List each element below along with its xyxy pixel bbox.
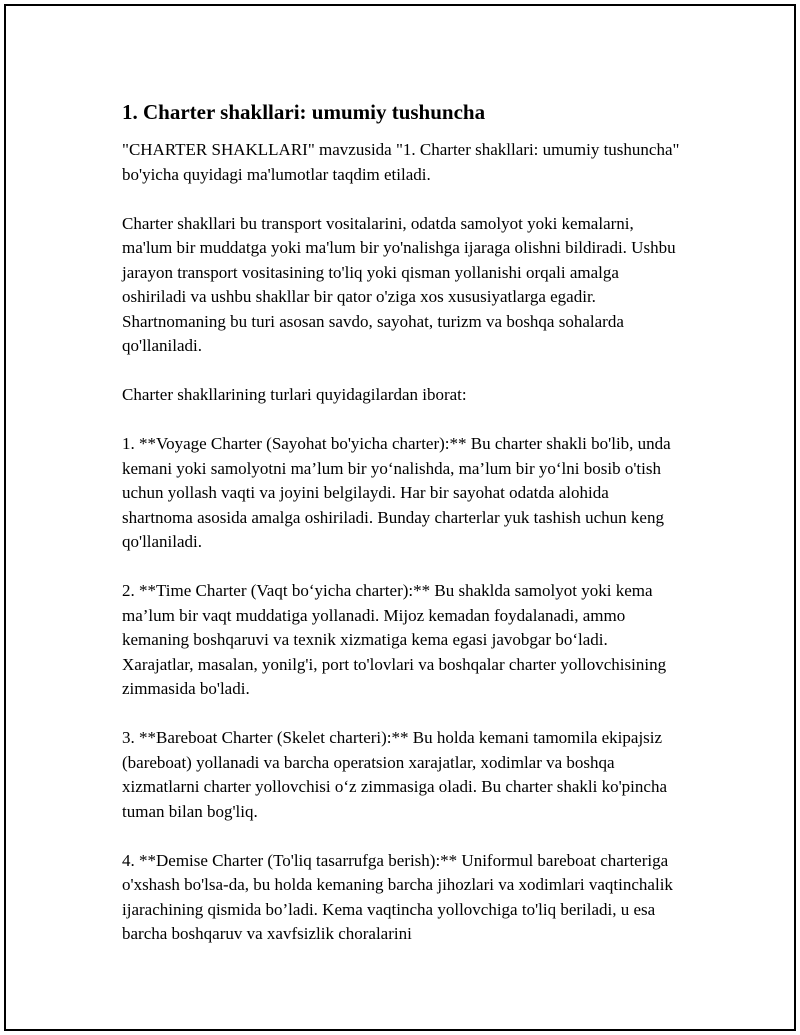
definition-paragraph: Charter shakllari bu transport vositalarini, odatda samolyot yoki kemalarni, ma'lum bir muddatga yoki ma'lum bir yo'nalishga ijaraga olishni bildiradi. Ushbu jarayon transport vositasining to'liq yoki qisman yollanishi orqali amalga oshiriladi va ushbu shakllar bir qator o'ziga xos xususiyatlarga egadir. Shartnomaning bu turi asosan savdo, sayohat, turizm va boshqa sohalarda qo'llaniladi.	[122, 213, 676, 355]
bareboat-charter-paragraph: 3. **Bareboat Charter (Skelet charteri):** Bu holda kemani tamomila ekipajsiz (bareboat) yollanadi va barcha operatsion xarajatlar, xodimlar va boshqa xizmatlarni charter yollovchisi o‘z zimmasiga oladi. Bu charter shakli ko'pincha tuman bilan bog'liq.	[122, 728, 667, 821]
types-heading-paragraph: Charter shakllarining turlari quyidagilardan iborat:	[122, 385, 467, 404]
document-body	[122, 98, 682, 971]
page-title: 1. Charter shakllari: umumiy tushuncha	[122, 100, 486, 124]
intro-paragraph: "CHARTER SHAKLLARI" mavzusida "1. Charter shakllari: umumiy tushuncha" bo'yicha quyidagi ma'lumotlar taqdim etiladi.	[122, 140, 680, 184]
demise-charter-paragraph: 4. **Demise Charter (To'liq tasarrufga berish):** Uniformul bareboat charteriga o'xshash bo'lsa-da, bu holda kemaning barcha jihozlari va xodimlari vaqtinchalik ijarachining qismida bo’ladi. Kema vaqtincha yollovchiga to'liq beriladi, u esa barcha boshqaruv va xavfsizlik choralarini	[122, 850, 673, 943]
voyage-charter-paragraph: 1. **Voyage Charter (Sayohat bo'yicha charter):** Bu charter shakli bo'lib, unda kemani yoki samolyotni ma’lum bir yo‘nalishda, ma’lum bir yo‘lni bosib o'tish uchun yollash vaqti va joyini belgilaydi. Har bir sayohat odatda alohida shartnoma asosida amalga oshiriladi. Bunday charterlar yuk tashish uchun keng qo'llaniladi.	[122, 434, 671, 551]
time-charter-paragraph: 2. **Time Charter (Vaqt bo‘yicha charter):** Bu shaklda samolyot yoki kema ma’lum bir vaqt muddatiga yollanadi. Mijoz kemadan foydalanadi, ammo kemaning boshqaruvi va texnik xizmatiga kema egasi javobgar bo‘ladi. Xarajatlar, masalan, yonilg'i, port to'lovlari va boshqalar charter yollovchisining zimmasida bo'ladi.	[122, 581, 667, 698]
document-page	[4, 4, 796, 1031]
